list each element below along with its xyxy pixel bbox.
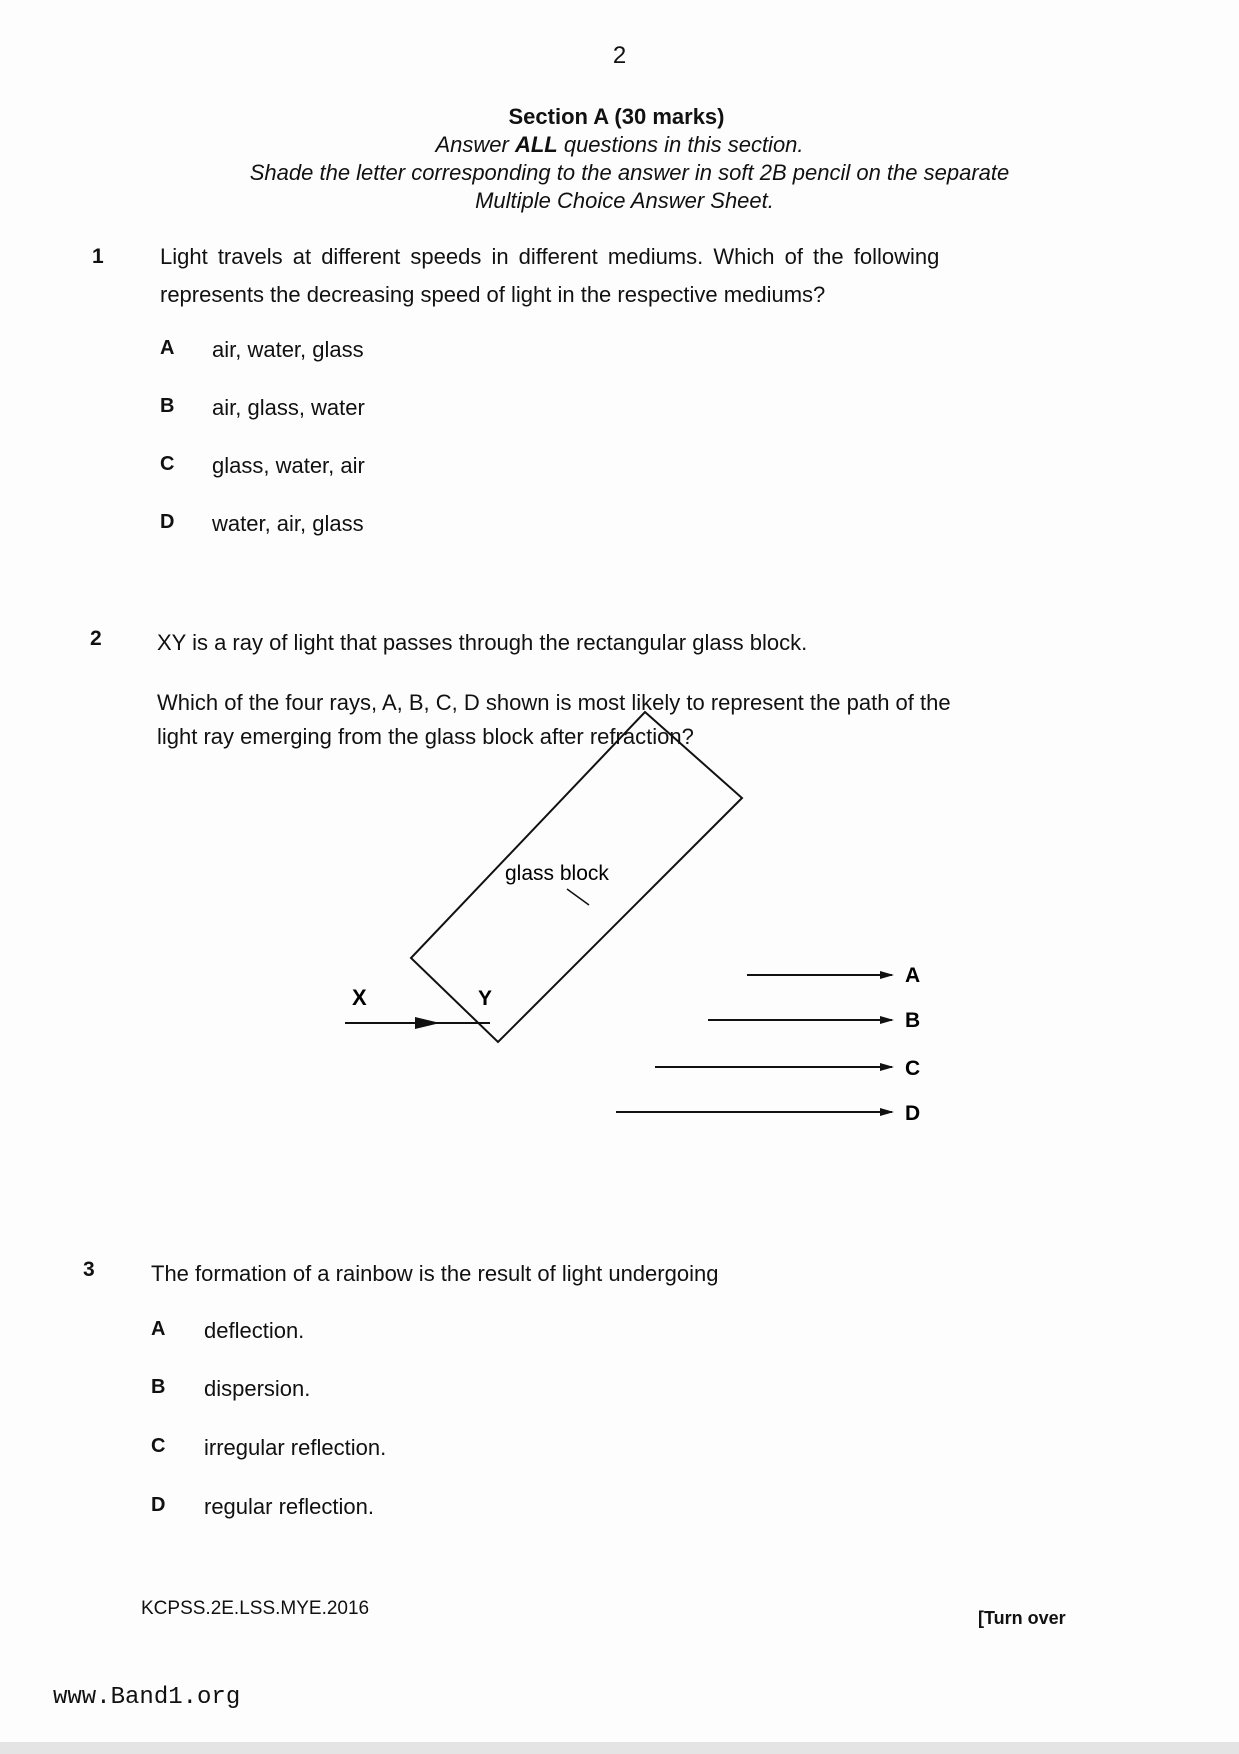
page-bottom-edge	[0, 1742, 1239, 1754]
option-text: water, air, glass	[212, 511, 364, 536]
question-text: represents the decreasing speed of light in the respective mediums?	[160, 282, 826, 307]
label-ray-b: B	[905, 1009, 921, 1032]
option-text: air, glass, water	[212, 395, 365, 420]
option-text: glass, water, air	[212, 453, 365, 478]
option-letter: D	[151, 1494, 166, 1516]
question-text: Which of the four rays, A, B, C, D shown is most likely to represent the path of the	[157, 690, 951, 715]
incident-arrow-head	[415, 1017, 440, 1029]
option-text: deflection.	[204, 1318, 305, 1343]
option-text: regular reflection.	[204, 1494, 374, 1519]
page-number: 2	[612, 42, 627, 69]
website-link[interactable]: www.Band1.org	[53, 1684, 241, 1711]
option-text: air, water, glass	[212, 337, 364, 362]
option-letter: B	[160, 395, 175, 417]
option-letter: C	[160, 453, 175, 475]
question-text: Light travels at different speeds in different mediums. Which of the following	[160, 244, 940, 269]
label-ray-c: C	[905, 1057, 921, 1080]
option-letter: D	[160, 511, 175, 533]
question-text: light ray emerging from the glass block after refraction?	[157, 724, 694, 749]
option-text: dispersion.	[204, 1376, 311, 1401]
label-ray-d: D	[905, 1102, 921, 1125]
option-letter: A	[160, 337, 175, 359]
block-label-leader	[567, 889, 589, 905]
option-letter: C	[151, 1435, 166, 1457]
turn-over: [Turn over	[978, 1608, 1066, 1628]
question-number: 3	[83, 1258, 95, 1281]
section-instruction-3: Multiple Choice Answer Sheet.	[475, 188, 774, 213]
instruction-text: Answer	[435, 132, 515, 157]
instruction-emphasis: ALL	[514, 132, 558, 157]
label-y: Y	[478, 987, 493, 1010]
question-number: 1	[92, 245, 104, 268]
section-title: Section A (30 marks)	[508, 104, 725, 129]
section-instruction-2: Shade the letter corresponding to the answer in soft 2B pencil on the separate	[249, 160, 1010, 185]
label-x: X	[352, 985, 367, 1010]
option-letter: A	[151, 1318, 166, 1340]
question-text: The formation of a rainbow is the result of light undergoing	[151, 1261, 719, 1286]
question-text: XY is a ray of light that passes through the rectangular glass block.	[157, 630, 808, 655]
option-letter: B	[151, 1376, 166, 1398]
label-ray-a: A	[905, 964, 921, 987]
exam-code: KCPSS.2E.LSS.MYE.2016	[141, 1598, 370, 1619]
glass-block-label: glass block	[505, 862, 609, 885]
question-number: 2	[90, 627, 102, 650]
instruction-text: questions in this section.	[557, 132, 804, 157]
option-text: irregular reflection.	[204, 1435, 387, 1460]
